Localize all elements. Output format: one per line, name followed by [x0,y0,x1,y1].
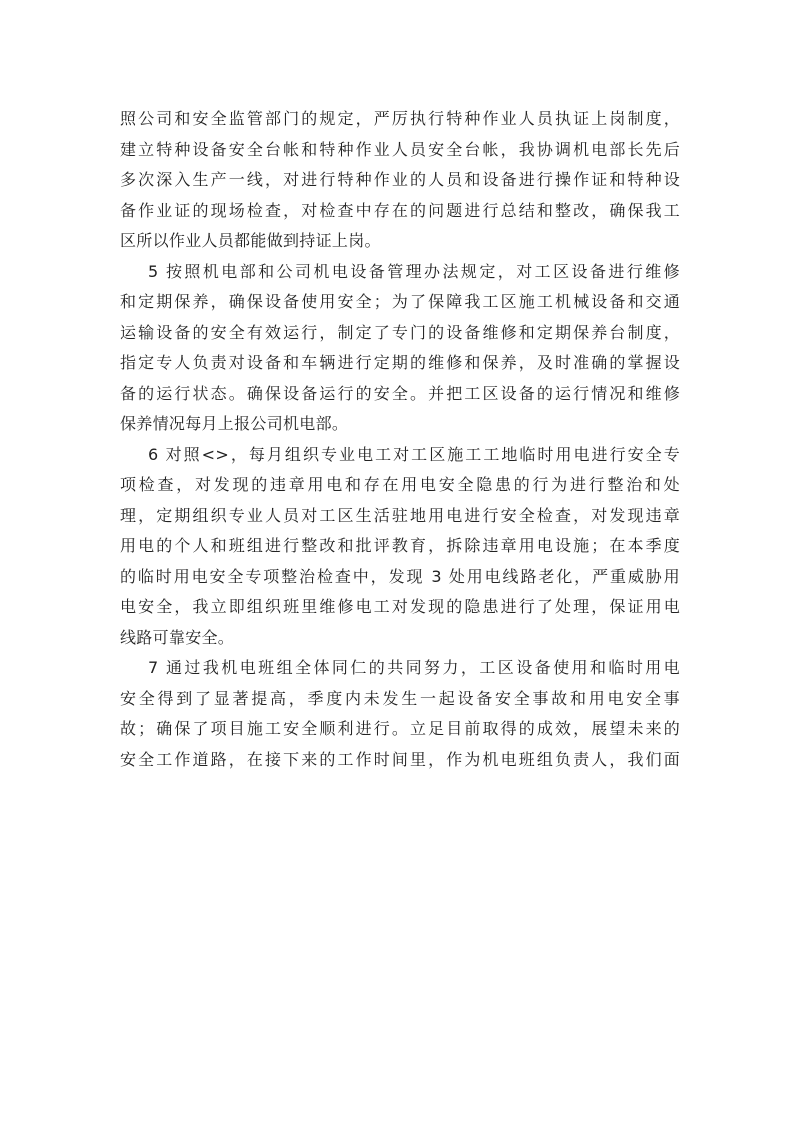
text-line: 保养情况每月上报公司机电部。 [120,414,349,433]
text-line: 安全得到了显著提高，季度内未发生一起设备安全事故和用电安全事 [120,688,680,708]
text-line: 指定专人负责对设备和车辆进行定期的维修和保养，及时准确的掌握设 [120,353,680,372]
text-line: 5 按照机电部和公司机电设备管理办法规定，对工区设备进行维修 [148,261,680,281]
text-line: 的临时用电安全专项整治检查中，发现 3 处用电线路老化，严重威胁用 [120,566,680,586]
text-line: 运输设备的安全有效运行，制定了专门的设备维修和定期保养台制度， [120,322,680,342]
text-line: 线路可靠安全。 [120,627,235,647]
text-line: 7 通过我机电班组全体同仁的共同努力，工区设备使用和临时用电 [148,658,680,677]
paragraph-5-equipment-maintenance [120,257,680,440]
text-line: 备的运行状态。确保设备运行的安全。并把工区设备的运行情况和维修 [120,383,680,403]
text-line: 照公司和安全监管部门的规定，严厉执行特种作业人员执证上岗制度， [120,109,680,128]
text-line: 项检查，对发现的违章用电和存在用电安全隐患的行为进行整治和处 [120,475,680,494]
text-line: 区所以作业人员都能做到持证上岗。 [120,231,381,250]
text-line: 电安全，我立即组织班里维修电工对发现的隐患进行了处理，保证用电 [120,597,680,616]
text-line: 安全工作道路，在接下来的工作时间里，作为机电班组负责人，我们面 [120,749,680,769]
text-line: 和定期保养，确保设备使用安全；为了保障我工区施工机械设备和交通 [120,292,680,311]
paragraph-equipment-certification [120,104,680,257]
text-line: 6 对照<>，每月组织专业电工对工区施工工地临时用电进行安全专 [148,444,680,464]
paragraph-7-team-summary [120,653,680,775]
text-line: 故；确保了项目施工安全顺利进行。立足目前取得的成效，展望未来的 [120,719,680,738]
text-line: 备作业证的现场检查，对检查中存在的问题进行总结和整改，确保我工 [120,200,680,220]
text-line: 建立特种设备安全台帐和特种作业人员安全台帐，我协调机电部长先后 [120,139,680,159]
document-body [120,104,680,775]
text-line: 多次深入生产一线，对进行特种作业的人员和设备进行操作证和特种设 [120,170,680,189]
paragraph-6-temporary-power-inspection [120,440,680,654]
text-line: 用电的个人和班组进行整改和批评教育，拆除违章用电设施；在本季度 [120,536,680,555]
text-line: 理，定期组织专业人员对工区生活驻地用电进行安全检查，对发现违章 [120,505,680,525]
